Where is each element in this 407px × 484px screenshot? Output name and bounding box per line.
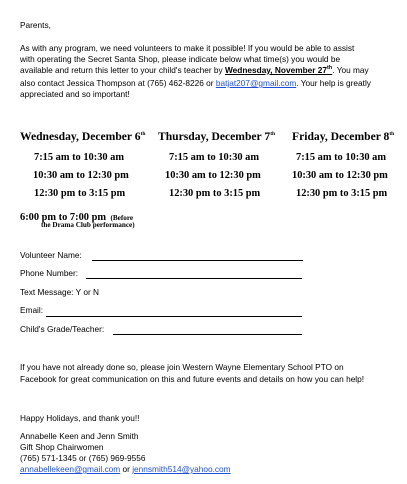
volunteer-name-field[interactable] bbox=[92, 260, 303, 261]
due-date bbox=[225, 65, 332, 75]
intro-line-3-text: available and return this letter to your child's teacher by bbox=[20, 65, 225, 75]
day-heading-thursday bbox=[158, 130, 275, 143]
pto-line-2: Facebook for great communication on this and future events and details on how you can help! bbox=[20, 374, 365, 384]
intro-line-1: As with any program, we need volunteers to make it possible! If you would be able to assist bbox=[20, 43, 355, 53]
day-heading-wednesday bbox=[20, 130, 145, 143]
due-date-sup: th bbox=[327, 65, 333, 72]
text-message-label[interactable]: Text Message: Y or N bbox=[20, 287, 100, 297]
closing-phones: (765) 571-1345 or (765) 969-9556 bbox=[20, 453, 146, 463]
grade-teacher-label: Child's Grade/Teacher: bbox=[20, 324, 105, 334]
day-heading-thursday-sup: th bbox=[270, 131, 276, 138]
contact-email-link[interactable]: batjat207@gmail.com bbox=[215, 78, 297, 88]
day-heading-friday-sup: th bbox=[389, 131, 395, 138]
email-link-annabelle[interactable]: annabellekeen@gmail.com bbox=[20, 464, 121, 474]
closing-emails bbox=[20, 464, 231, 475]
day-heading-friday bbox=[292, 130, 394, 143]
pto-line-1: If you have not already done so, please join Western Wayne Elementary School PTO on bbox=[20, 362, 344, 372]
intro-line-5: appreciated and so important! bbox=[20, 89, 130, 99]
slot-wed-3[interactable]: 12:30 pm to 3:15 pm bbox=[34, 188, 126, 199]
phone-number-label: Phone Number: bbox=[20, 268, 79, 278]
slot-wed-4-note-line-2: the Drama Club performance) bbox=[41, 221, 135, 229]
slot-fri-2[interactable]: 10:30 am to 12:30 pm bbox=[292, 170, 388, 181]
day-heading-wednesday-text: Wednesday, December 6 bbox=[20, 130, 141, 143]
slot-wed-4-text: 6:00 pm to 7:00 pm bbox=[20, 212, 107, 223]
grade-teacher-field[interactable] bbox=[113, 334, 302, 335]
closing-holidays: Happy Holidays, and thank you!! bbox=[20, 413, 140, 423]
phone-number-field[interactable] bbox=[86, 278, 302, 279]
closing-title: Gift Shop Chairwomen bbox=[20, 442, 104, 452]
intro-line-4 bbox=[20, 78, 371, 89]
slot-thu-2[interactable]: 10:30 am to 12:30 pm bbox=[165, 170, 261, 181]
email-field[interactable] bbox=[46, 316, 302, 317]
due-date-text: Wednesday, November 27 bbox=[224, 65, 328, 75]
intro-line-4-end: . Your help is greatly bbox=[296, 78, 371, 88]
slot-wed-4-note: (Before bbox=[110, 214, 134, 222]
slot-fri-3[interactable]: 12:30 pm to 3:15 pm bbox=[296, 188, 388, 199]
intro-line-3-end: . You may bbox=[332, 65, 369, 75]
day-heading-wednesday-sup: th bbox=[140, 131, 146, 138]
day-heading-friday-text: Friday, December 8 bbox=[292, 130, 390, 143]
slot-fri-1[interactable]: 7:15 am to 10:30 am bbox=[296, 152, 387, 163]
intro-line-3 bbox=[20, 65, 369, 76]
slot-wed-1[interactable]: 7:15 am to 10:30 am bbox=[34, 152, 125, 163]
intro-line-4-text: also contact Jessica Thompson at (765) 462-8226 or bbox=[20, 78, 216, 88]
slot-thu-1[interactable]: 7:15 am to 10:30 am bbox=[169, 152, 260, 163]
slot-thu-3[interactable]: 12:30 pm to 3:15 pm bbox=[169, 188, 261, 199]
email-label: Email: bbox=[20, 305, 44, 315]
volunteer-name-label: Volunteer Name: bbox=[20, 250, 82, 260]
day-heading-thursday-text: Thursday, December 7 bbox=[158, 130, 271, 143]
email-link-jenn[interactable]: jennsmith514@yahoo.com bbox=[132, 464, 231, 474]
closing-or: or bbox=[120, 464, 133, 474]
intro-line-2: with operating the Secret Santa Shop, please indicate below what time(s) you would be bbox=[20, 54, 341, 64]
slot-wed-2[interactable]: 10:30 am to 12:30 pm bbox=[33, 170, 129, 181]
closing-names: Annabelle Keen and Jenn Smith bbox=[20, 431, 139, 441]
greeting: Parents, bbox=[20, 20, 51, 30]
